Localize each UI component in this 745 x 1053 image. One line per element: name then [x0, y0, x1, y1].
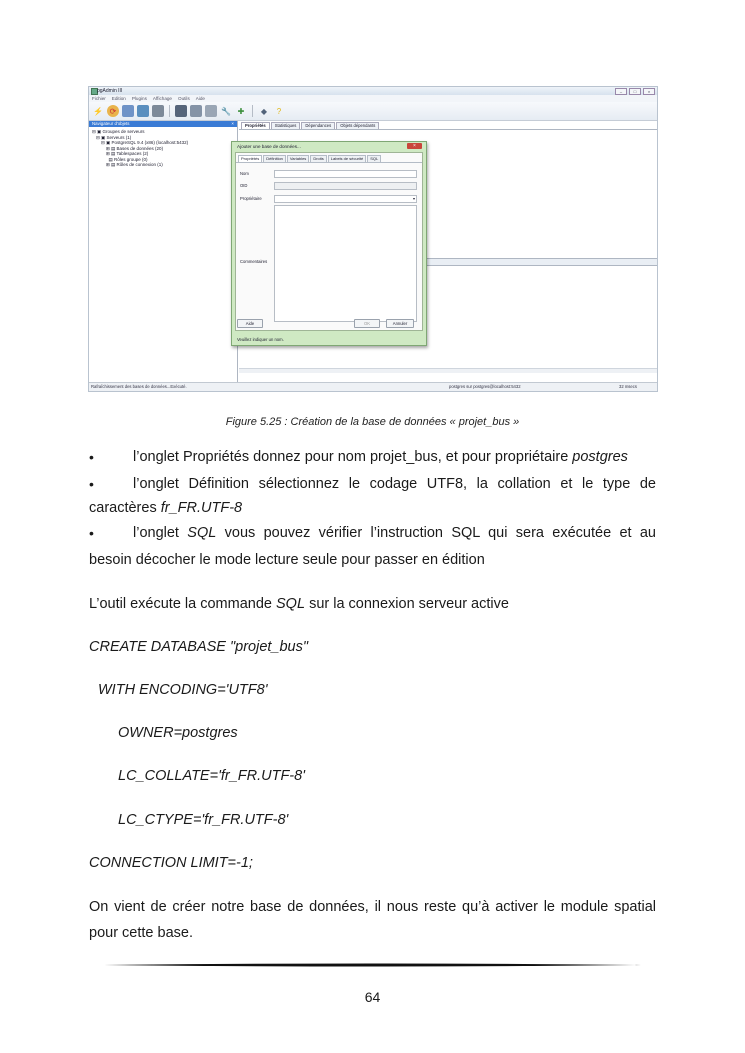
- sql-line-4: LC_COLLATE='fr_FR.UTF-8': [118, 768, 305, 784]
- dialog-close-icon[interactable]: ×: [407, 143, 422, 149]
- hint-bulb-icon[interactable]: ?: [276, 106, 282, 116]
- close-pane-icon[interactable]: ×: [231, 121, 234, 126]
- close-icon[interactable]: ×: [643, 88, 655, 95]
- ok-button[interactable]: OK: [354, 319, 380, 328]
- maximize-icon[interactable]: □: [629, 88, 641, 95]
- menu-bar: [89, 95, 657, 102]
- sql-line-1: CREATE DATABASE "projet_bus": [89, 639, 309, 655]
- menu-plugins[interactable]: Plugins: [131, 96, 147, 101]
- dialog-body: [235, 152, 423, 331]
- help-button[interactable]: Aide: [237, 319, 263, 328]
- owner-label: Propriétaire: [240, 196, 262, 201]
- tab-statistiques[interactable]: Statistiques: [271, 122, 301, 129]
- help-shield-icon[interactable]: ◆: [260, 106, 268, 116]
- tree-item[interactable]: ⊞ ▤ Rôles de connexion (1): [106, 162, 163, 167]
- tab-proprietes[interactable]: Propriétés: [241, 122, 270, 129]
- filter-icon[interactable]: [205, 105, 217, 117]
- server-tree: [89, 127, 237, 170]
- dialog-status: Veuillez indiquer un nom.: [237, 337, 284, 342]
- status-connection: postgres sur postgres@localhost:5432: [449, 384, 521, 389]
- toolbar-separator: [252, 105, 253, 117]
- page-number: 64: [364, 989, 381, 1005]
- dialog-title: Ajouter une base de données...: [237, 144, 301, 149]
- comments-textarea[interactable]: [274, 205, 417, 322]
- menu-aide[interactable]: Aide: [195, 96, 205, 101]
- wrench-icon[interactable]: 🔧: [221, 106, 231, 116]
- footer-divider: [104, 963, 641, 967]
- sql-line-3: OWNER=postgres: [118, 725, 238, 741]
- object-browser-header: [89, 121, 237, 127]
- tree-item[interactable]: ⊞ ▤ Tablespaces (2): [106, 151, 149, 156]
- object-browser-title: Navigateur d'objets: [92, 121, 130, 126]
- closing-line-2: pour cette base.: [89, 925, 193, 941]
- add-database-dialog: [231, 141, 427, 346]
- tree-item[interactable]: ▤ Rôles groupe (0): [106, 156, 148, 162]
- bullet-icon: •: [89, 476, 94, 492]
- plugin-icon[interactable]: ✚: [237, 106, 245, 116]
- bullet-3-line-1: l’onglet SQL vous pouvez vérifier l’instruction SQL qui sera exécutée et au: [133, 525, 657, 541]
- bullet-1: l’onglet Propriétés donnez pour nom projet_bus, et pour propriétaire postgres: [133, 449, 628, 465]
- connect-plug-icon[interactable]: ⚡: [93, 106, 103, 116]
- dialog-tab-sql[interactable]: SQL: [367, 155, 381, 162]
- menu-affichage[interactable]: Affichage: [152, 96, 172, 101]
- delete-object-icon[interactable]: [152, 105, 164, 117]
- status-time: 32 msecs: [619, 384, 637, 389]
- sql-line-5: LC_CTYPE='fr_FR.UTF-8': [118, 812, 289, 828]
- toolbar-separator: [169, 105, 170, 117]
- dialog-tab-variables[interactable]: Variables: [287, 155, 309, 162]
- tree-item[interactable]: ⊟ ▣ Groupes de serveurs: [92, 129, 145, 134]
- toolbar: [89, 102, 657, 121]
- comments-label: Commentaires: [240, 259, 268, 264]
- owner-select[interactable]: [274, 195, 417, 203]
- dialog-tab-labels[interactable]: Labels de sécurité: [328, 155, 366, 162]
- tree-item[interactable]: ⊟ ▣ PostgreSQL 9.4 (x86) (localhost:5432): [101, 140, 189, 145]
- pgadmin-screenshot: [88, 86, 658, 392]
- cancel-button[interactable]: Annuler: [386, 319, 414, 328]
- sql-line-2: WITH ENCODING='UTF8': [98, 682, 268, 698]
- object-browser: [89, 121, 238, 383]
- properties-icon[interactable]: [122, 105, 134, 117]
- sql-line-6: CONNECTION LIMIT=-1;: [89, 855, 253, 871]
- dialog-tab-droits[interactable]: Droits: [310, 155, 326, 162]
- dialog-footer: [232, 321, 426, 343]
- oid-input: [274, 182, 417, 190]
- name-input[interactable]: [274, 170, 417, 178]
- view-data-icon[interactable]: [190, 105, 202, 117]
- status-bar: [89, 382, 657, 391]
- tab-dependances[interactable]: Dépendances: [301, 122, 335, 129]
- window-title: pgAdmin III: [97, 88, 123, 94]
- properties-tabs: [239, 121, 657, 130]
- sql-query-icon[interactable]: [175, 105, 187, 117]
- bullet-2-line-1: l’onglet Définition sélectionnez le codage UTF8, la collation et le type de: [133, 476, 656, 492]
- tree-item[interactable]: ⊞ ▤ Bases de données (20): [106, 145, 164, 151]
- dialog-titlebar: [232, 142, 426, 151]
- bullet-2-line-2: caractères fr_FR.UTF-8: [89, 500, 243, 516]
- minimize-icon[interactable]: –: [615, 88, 627, 95]
- status-left: Rafraîchissement des bases de données...Exécuté.: [91, 384, 187, 389]
- dialog-tab-definition[interactable]: Définition: [263, 155, 286, 162]
- figure-caption: Figure 5.25 : Création de la base de données « projet_bus »: [225, 416, 520, 428]
- intro-sentence: L’outil exécute la commande SQL sur la connexion serveur active: [89, 596, 509, 612]
- oid-label: OID: [240, 183, 248, 188]
- create-object-icon[interactable]: [137, 105, 149, 117]
- menu-fichier[interactable]: Fichier: [92, 96, 106, 101]
- tab-objets-dependants[interactable]: Objets dépendants: [336, 122, 379, 129]
- window-titlebar: [89, 87, 657, 95]
- chevron-down-icon: ▾: [412, 196, 415, 201]
- tree-item[interactable]: ⊟ ▣ Serveurs (1): [96, 134, 132, 140]
- name-label: Nom: [240, 171, 249, 176]
- bullet-icon: •: [89, 525, 94, 541]
- horizontal-scrollbar[interactable]: [239, 368, 657, 373]
- menu-edition[interactable]: Edition: [111, 96, 126, 101]
- dialog-tab-proprietes[interactable]: Propriétés: [238, 155, 262, 162]
- bullet-3-line-2: besoin décocher le mode lecture seule pour passer en édition: [89, 552, 485, 568]
- refresh-icon[interactable]: ⟳: [107, 105, 119, 117]
- dialog-tabs: [236, 153, 422, 163]
- bullet-icon: •: [89, 449, 94, 465]
- closing-line-1: On vient de créer notre base de données, il nous reste qu’à activer le module spatial: [89, 899, 656, 915]
- menu-outils[interactable]: Outils: [178, 96, 190, 101]
